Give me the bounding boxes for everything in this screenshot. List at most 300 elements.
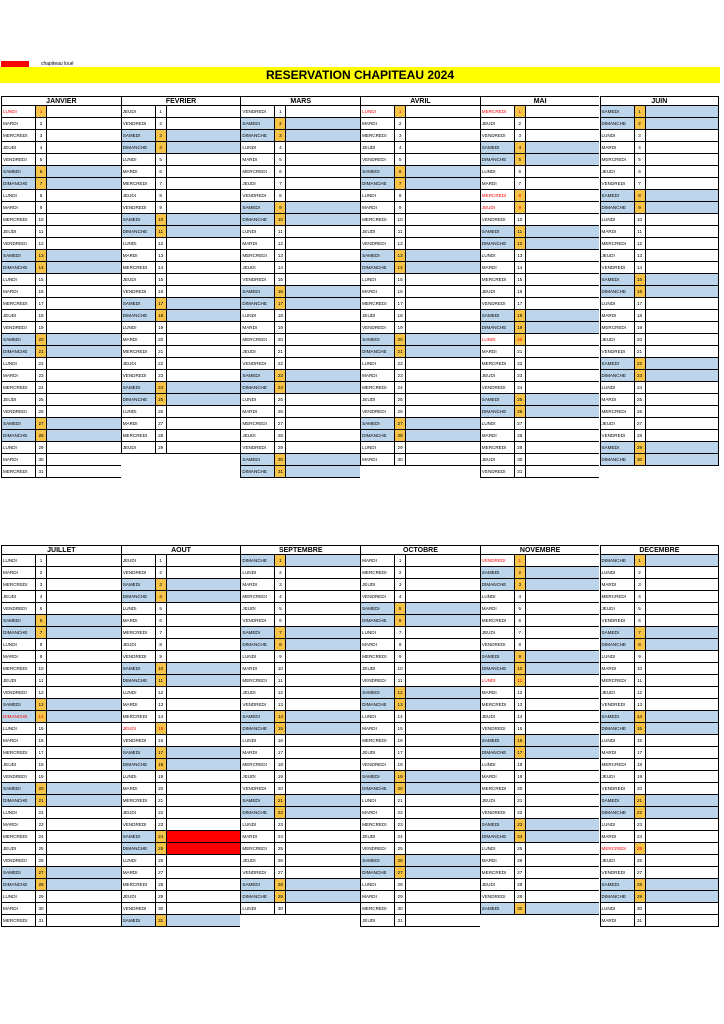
reservation-slot[interactable] [47, 903, 121, 914]
reservation-slot[interactable] [286, 454, 360, 465]
reservation-slot[interactable] [167, 795, 241, 806]
day-row[interactable] [600, 370, 720, 382]
day-row[interactable] [360, 394, 480, 406]
day-row[interactable] [1, 466, 121, 478]
day-row[interactable] [240, 274, 360, 286]
day-row[interactable] [121, 831, 241, 843]
day-row[interactable] [360, 370, 480, 382]
reservation-slot[interactable] [47, 406, 121, 417]
day-row[interactable] [600, 262, 720, 274]
day-row[interactable] [480, 238, 600, 250]
day-row[interactable] [600, 903, 720, 915]
day-row[interactable] [1, 651, 121, 663]
reservation-slot[interactable] [526, 334, 600, 345]
reservation-slot[interactable] [47, 627, 121, 638]
reservation-slot[interactable] [286, 687, 360, 698]
reservation-slot[interactable] [406, 627, 480, 638]
reservation-slot[interactable] [286, 178, 360, 189]
reservation-slot[interactable] [47, 382, 121, 393]
reservation-slot[interactable] [47, 358, 121, 369]
reservation-slot[interactable] [286, 747, 360, 758]
reservation-slot[interactable] [167, 214, 241, 225]
day-row[interactable] [480, 831, 600, 843]
reservation-slot[interactable] [646, 238, 719, 249]
day-row[interactable] [121, 747, 241, 759]
day-row[interactable] [480, 466, 600, 478]
day-row[interactable] [1, 711, 121, 723]
day-row[interactable] [121, 699, 241, 711]
reservation-slot[interactable] [406, 358, 480, 369]
reservation-slot[interactable] [286, 723, 360, 734]
reservation-slot[interactable] [646, 783, 719, 794]
day-row[interactable] [1, 454, 121, 466]
day-row[interactable] [121, 106, 241, 118]
day-row[interactable] [480, 867, 600, 879]
reservation-slot[interactable] [167, 711, 241, 722]
day-row[interactable] [1, 322, 121, 334]
reservation-slot[interactable] [167, 166, 241, 177]
reservation-slot[interactable] [47, 675, 121, 686]
reservation-slot[interactable] [526, 442, 600, 453]
day-row[interactable] [240, 118, 360, 130]
day-row[interactable] [480, 819, 600, 831]
day-row[interactable] [1, 250, 121, 262]
reservation-slot[interactable] [286, 274, 360, 285]
reservation-slot[interactable] [406, 310, 480, 321]
day-row[interactable] [480, 202, 600, 214]
day-row[interactable] [360, 819, 480, 831]
reservation-slot[interactable] [167, 298, 241, 309]
reservation-slot[interactable] [526, 723, 600, 734]
day-row[interactable] [240, 286, 360, 298]
reservation-slot[interactable] [286, 322, 360, 333]
reservation-slot[interactable] [47, 466, 121, 477]
day-row[interactable] [360, 603, 480, 615]
reservation-slot[interactable] [286, 130, 360, 141]
day-row[interactable] [600, 286, 720, 298]
day-row[interactable] [1, 358, 121, 370]
day-row[interactable] [480, 394, 600, 406]
day-row[interactable] [1, 723, 121, 735]
day-row[interactable] [240, 454, 360, 466]
day-row[interactable] [240, 627, 360, 639]
day-row[interactable] [600, 615, 720, 627]
day-row[interactable] [600, 915, 720, 927]
reservation-slot[interactable] [526, 891, 600, 902]
day-row[interactable] [240, 783, 360, 795]
reservation-slot[interactable] [526, 759, 600, 770]
day-row[interactable] [600, 819, 720, 831]
day-row[interactable] [240, 178, 360, 190]
reservation-slot[interactable] [646, 711, 719, 722]
day-row[interactable] [480, 615, 600, 627]
day-row[interactable] [1, 298, 121, 310]
day-row[interactable] [240, 699, 360, 711]
reservation-slot[interactable] [526, 262, 600, 273]
day-row[interactable] [240, 262, 360, 274]
reservation-slot[interactable] [47, 370, 121, 381]
day-row[interactable] [360, 807, 480, 819]
reservation-slot[interactable] [167, 358, 241, 369]
day-row[interactable] [600, 723, 720, 735]
reservation-slot[interactable] [526, 903, 600, 914]
reservation-slot[interactable] [47, 442, 121, 453]
reservation-slot[interactable] [286, 855, 360, 866]
reservation-slot[interactable] [286, 639, 360, 650]
day-row[interactable] [1, 226, 121, 238]
reservation-slot[interactable] [286, 418, 360, 429]
reservation-slot[interactable] [406, 334, 480, 345]
day-row[interactable] [1, 783, 121, 795]
reservation-slot[interactable] [167, 807, 241, 818]
reservation-slot[interactable] [646, 334, 719, 345]
day-row[interactable] [121, 735, 241, 747]
reservation-slot[interactable] [406, 759, 480, 770]
reservation-slot[interactable] [646, 723, 719, 734]
reservation-slot[interactable] [47, 891, 121, 902]
day-row[interactable] [1, 627, 121, 639]
day-row[interactable] [240, 663, 360, 675]
reservation-slot[interactable] [167, 286, 241, 297]
reservation-slot[interactable] [646, 226, 719, 237]
reservation-slot[interactable] [47, 711, 121, 722]
day-row[interactable] [600, 627, 720, 639]
reservation-slot[interactable] [646, 759, 719, 770]
day-row[interactable] [240, 867, 360, 879]
day-row[interactable] [1, 430, 121, 442]
day-row[interactable] [240, 358, 360, 370]
reservation-slot[interactable] [286, 394, 360, 405]
day-row[interactable] [360, 879, 480, 891]
day-row[interactable] [1, 831, 121, 843]
reservation-slot[interactable] [526, 106, 600, 117]
day-row[interactable] [600, 747, 720, 759]
reservation-slot[interactable] [406, 298, 480, 309]
day-row[interactable] [600, 178, 720, 190]
day-row[interactable] [121, 903, 241, 915]
day-row[interactable] [1, 591, 121, 603]
reservation-slot[interactable] [526, 358, 600, 369]
reservation-slot[interactable] [167, 262, 241, 273]
day-row[interactable] [121, 418, 241, 430]
reservation-slot[interactable] [526, 819, 600, 830]
day-row[interactable] [121, 334, 241, 346]
reservation-slot[interactable] [286, 166, 360, 177]
reservation-slot[interactable] [526, 699, 600, 710]
day-row[interactable] [480, 130, 600, 142]
day-row[interactable] [121, 394, 241, 406]
reservation-slot[interactable] [167, 903, 241, 914]
day-row[interactable] [1, 735, 121, 747]
day-row[interactable] [1, 178, 121, 190]
day-row[interactable] [240, 406, 360, 418]
reservation-slot[interactable] [47, 250, 121, 261]
reservation-slot[interactable] [526, 663, 600, 674]
day-row[interactable] [240, 639, 360, 651]
reservation-slot[interactable] [167, 394, 241, 405]
reservation-slot[interactable] [47, 699, 121, 710]
day-row[interactable] [480, 723, 600, 735]
day-row[interactable] [121, 190, 241, 202]
day-row[interactable] [360, 567, 480, 579]
day-row[interactable] [121, 382, 241, 394]
day-row[interactable] [1, 334, 121, 346]
reservation-slot[interactable] [47, 154, 121, 165]
day-row[interactable] [240, 310, 360, 322]
day-row[interactable] [121, 322, 241, 334]
day-row[interactable] [600, 891, 720, 903]
day-row[interactable] [1, 202, 121, 214]
reservation-slot[interactable] [167, 442, 241, 453]
reservation-slot[interactable] [646, 603, 719, 614]
day-row[interactable] [600, 783, 720, 795]
reservation-slot[interactable] [406, 747, 480, 758]
day-row[interactable] [121, 867, 241, 879]
reservation-slot[interactable] [646, 106, 719, 117]
day-row[interactable] [480, 663, 600, 675]
reservation-slot[interactable] [286, 334, 360, 345]
day-row[interactable] [240, 466, 360, 478]
day-row[interactable] [360, 190, 480, 202]
reservation-slot[interactable] [406, 567, 480, 578]
day-row[interactable] [121, 286, 241, 298]
day-row[interactable] [480, 639, 600, 651]
day-row[interactable] [1, 262, 121, 274]
reservation-slot[interactable] [646, 627, 719, 638]
day-row[interactable] [480, 687, 600, 699]
reservation-slot[interactable] [286, 142, 360, 153]
reservation-slot[interactable] [526, 831, 600, 842]
day-row[interactable] [121, 142, 241, 154]
reservation-slot[interactable] [286, 226, 360, 237]
day-row[interactable] [360, 747, 480, 759]
reservation-slot[interactable] [167, 771, 241, 782]
reservation-slot[interactable] [406, 675, 480, 686]
reservation-slot[interactable] [646, 394, 719, 405]
day-row[interactable] [480, 747, 600, 759]
day-row[interactable] [1, 567, 121, 579]
day-row[interactable] [480, 843, 600, 855]
reservation-slot[interactable] [526, 783, 600, 794]
reservation-slot[interactable] [526, 430, 600, 441]
day-row[interactable] [240, 567, 360, 579]
reservation-slot[interactable] [406, 442, 480, 453]
day-row[interactable] [240, 759, 360, 771]
day-row[interactable] [360, 699, 480, 711]
reservation-slot[interactable] [646, 903, 719, 914]
day-row[interactable] [1, 106, 121, 118]
reservation-slot[interactable] [526, 406, 600, 417]
reservation-slot[interactable] [167, 118, 241, 129]
day-row[interactable] [600, 567, 720, 579]
reservation-slot[interactable] [47, 166, 121, 177]
day-row[interactable] [480, 358, 600, 370]
reservation-slot[interactable] [47, 759, 121, 770]
day-row[interactable] [240, 370, 360, 382]
reservation-slot[interactable] [406, 735, 480, 746]
reservation-slot[interactable] [286, 831, 360, 842]
day-row[interactable] [121, 202, 241, 214]
reservation-slot[interactable] [406, 166, 480, 177]
reservation-slot[interactable] [167, 591, 241, 602]
reservation-slot[interactable] [526, 855, 600, 866]
reservation-slot[interactable] [286, 663, 360, 674]
reservation-slot[interactable] [646, 747, 719, 758]
day-row[interactable] [480, 579, 600, 591]
reservation-slot[interactable] [406, 879, 480, 890]
reservation-slot[interactable] [646, 262, 719, 273]
day-row[interactable] [121, 723, 241, 735]
reservation-slot[interactable] [406, 454, 480, 465]
reservation-slot[interactable] [47, 579, 121, 590]
reservation-slot[interactable] [47, 687, 121, 698]
reservation-slot[interactable] [646, 651, 719, 662]
day-row[interactable] [600, 190, 720, 202]
day-row[interactable] [1, 795, 121, 807]
reservation-slot[interactable] [646, 675, 719, 686]
day-row[interactable] [360, 915, 480, 927]
day-row[interactable] [240, 382, 360, 394]
day-row[interactable] [600, 214, 720, 226]
day-row[interactable] [360, 226, 480, 238]
day-row[interactable] [240, 430, 360, 442]
day-row[interactable] [240, 903, 360, 915]
reservation-slot[interactable] [646, 831, 719, 842]
reservation-slot[interactable] [286, 118, 360, 129]
reservation-slot[interactable] [526, 747, 600, 758]
day-row[interactable] [480, 891, 600, 903]
day-row[interactable] [600, 831, 720, 843]
day-row[interactable] [600, 843, 720, 855]
day-row[interactable] [600, 454, 720, 466]
day-row[interactable] [121, 603, 241, 615]
reservation-slot[interactable] [286, 867, 360, 878]
reservation-slot[interactable] [526, 675, 600, 686]
day-row[interactable] [480, 771, 600, 783]
day-row[interactable] [1, 867, 121, 879]
day-row[interactable] [480, 286, 600, 298]
day-row[interactable] [480, 214, 600, 226]
day-row[interactable] [360, 735, 480, 747]
day-row[interactable] [1, 142, 121, 154]
day-row[interactable] [480, 795, 600, 807]
reservation-slot[interactable] [646, 358, 719, 369]
day-row[interactable] [121, 855, 241, 867]
day-row[interactable] [480, 166, 600, 178]
day-row[interactable] [360, 154, 480, 166]
day-row[interactable] [240, 334, 360, 346]
day-row[interactable] [360, 346, 480, 358]
day-row[interactable] [360, 771, 480, 783]
day-row[interactable] [480, 298, 600, 310]
day-row[interactable] [600, 430, 720, 442]
day-row[interactable] [121, 358, 241, 370]
reservation-slot[interactable] [406, 699, 480, 710]
reservation-slot[interactable] [526, 394, 600, 405]
reservation-slot[interactable] [47, 855, 121, 866]
reservation-slot[interactable] [646, 166, 719, 177]
day-row[interactable] [480, 154, 600, 166]
reservation-slot[interactable] [167, 370, 241, 381]
day-row[interactable] [360, 418, 480, 430]
reservation-slot[interactable] [406, 262, 480, 273]
day-row[interactable] [1, 118, 121, 130]
day-row[interactable] [360, 615, 480, 627]
reservation-slot[interactable] [47, 310, 121, 321]
reservation-slot[interactable] [47, 454, 121, 465]
day-row[interactable] [1, 382, 121, 394]
day-row[interactable] [360, 555, 480, 567]
reservation-slot[interactable] [526, 454, 600, 465]
day-row[interactable] [600, 118, 720, 130]
reservation-slot[interactable] [167, 334, 241, 345]
day-row[interactable] [480, 454, 600, 466]
reservation-slot[interactable] [406, 370, 480, 381]
day-row[interactable] [121, 879, 241, 891]
reservation-slot[interactable] [406, 867, 480, 878]
day-row[interactable] [480, 807, 600, 819]
reservation-slot[interactable] [286, 567, 360, 578]
reservation-slot[interactable] [646, 699, 719, 710]
day-row[interactable] [360, 442, 480, 454]
day-row[interactable] [240, 831, 360, 843]
reservation-slot[interactable] [47, 262, 121, 273]
day-row[interactable] [240, 322, 360, 334]
day-row[interactable] [360, 795, 480, 807]
reservation-slot[interactable] [526, 603, 600, 614]
day-row[interactable] [600, 879, 720, 891]
reservation-slot[interactable] [646, 202, 719, 213]
reservation-slot[interactable] [286, 406, 360, 417]
reservation-slot[interactable] [286, 591, 360, 602]
day-row[interactable] [360, 310, 480, 322]
reservation-slot[interactable] [167, 579, 241, 590]
reservation-slot[interactable] [526, 154, 600, 165]
reservation-slot[interactable] [406, 807, 480, 818]
reservation-slot[interactable] [646, 567, 719, 578]
reservation-slot[interactable] [286, 250, 360, 261]
day-row[interactable] [360, 579, 480, 591]
day-row[interactable] [240, 154, 360, 166]
reservation-slot[interactable] [286, 298, 360, 309]
reservation-slot[interactable] [646, 190, 719, 201]
day-row[interactable] [360, 903, 480, 915]
reservation-slot[interactable] [47, 106, 121, 117]
day-row[interactable] [121, 843, 241, 855]
day-row[interactable] [1, 915, 121, 927]
reservation-slot[interactable] [47, 663, 121, 674]
reservation-slot[interactable] [646, 430, 719, 441]
reservation-slot[interactable] [526, 711, 600, 722]
reservation-slot[interactable] [646, 639, 719, 650]
reservation-slot[interactable] [167, 382, 241, 393]
day-row[interactable] [240, 687, 360, 699]
reservation-slot[interactable] [406, 771, 480, 782]
reservation-slot[interactable] [286, 843, 360, 854]
day-row[interactable] [360, 639, 480, 651]
day-row[interactable] [1, 286, 121, 298]
reservation-slot[interactable] [286, 771, 360, 782]
day-row[interactable] [360, 675, 480, 687]
reservation-slot[interactable] [646, 807, 719, 818]
day-row[interactable] [480, 591, 600, 603]
day-row[interactable] [360, 430, 480, 442]
reservation-slot[interactable] [646, 879, 719, 890]
day-row[interactable] [240, 442, 360, 454]
day-row[interactable] [121, 214, 241, 226]
day-row[interactable] [240, 190, 360, 202]
reservation-slot[interactable] [47, 879, 121, 890]
